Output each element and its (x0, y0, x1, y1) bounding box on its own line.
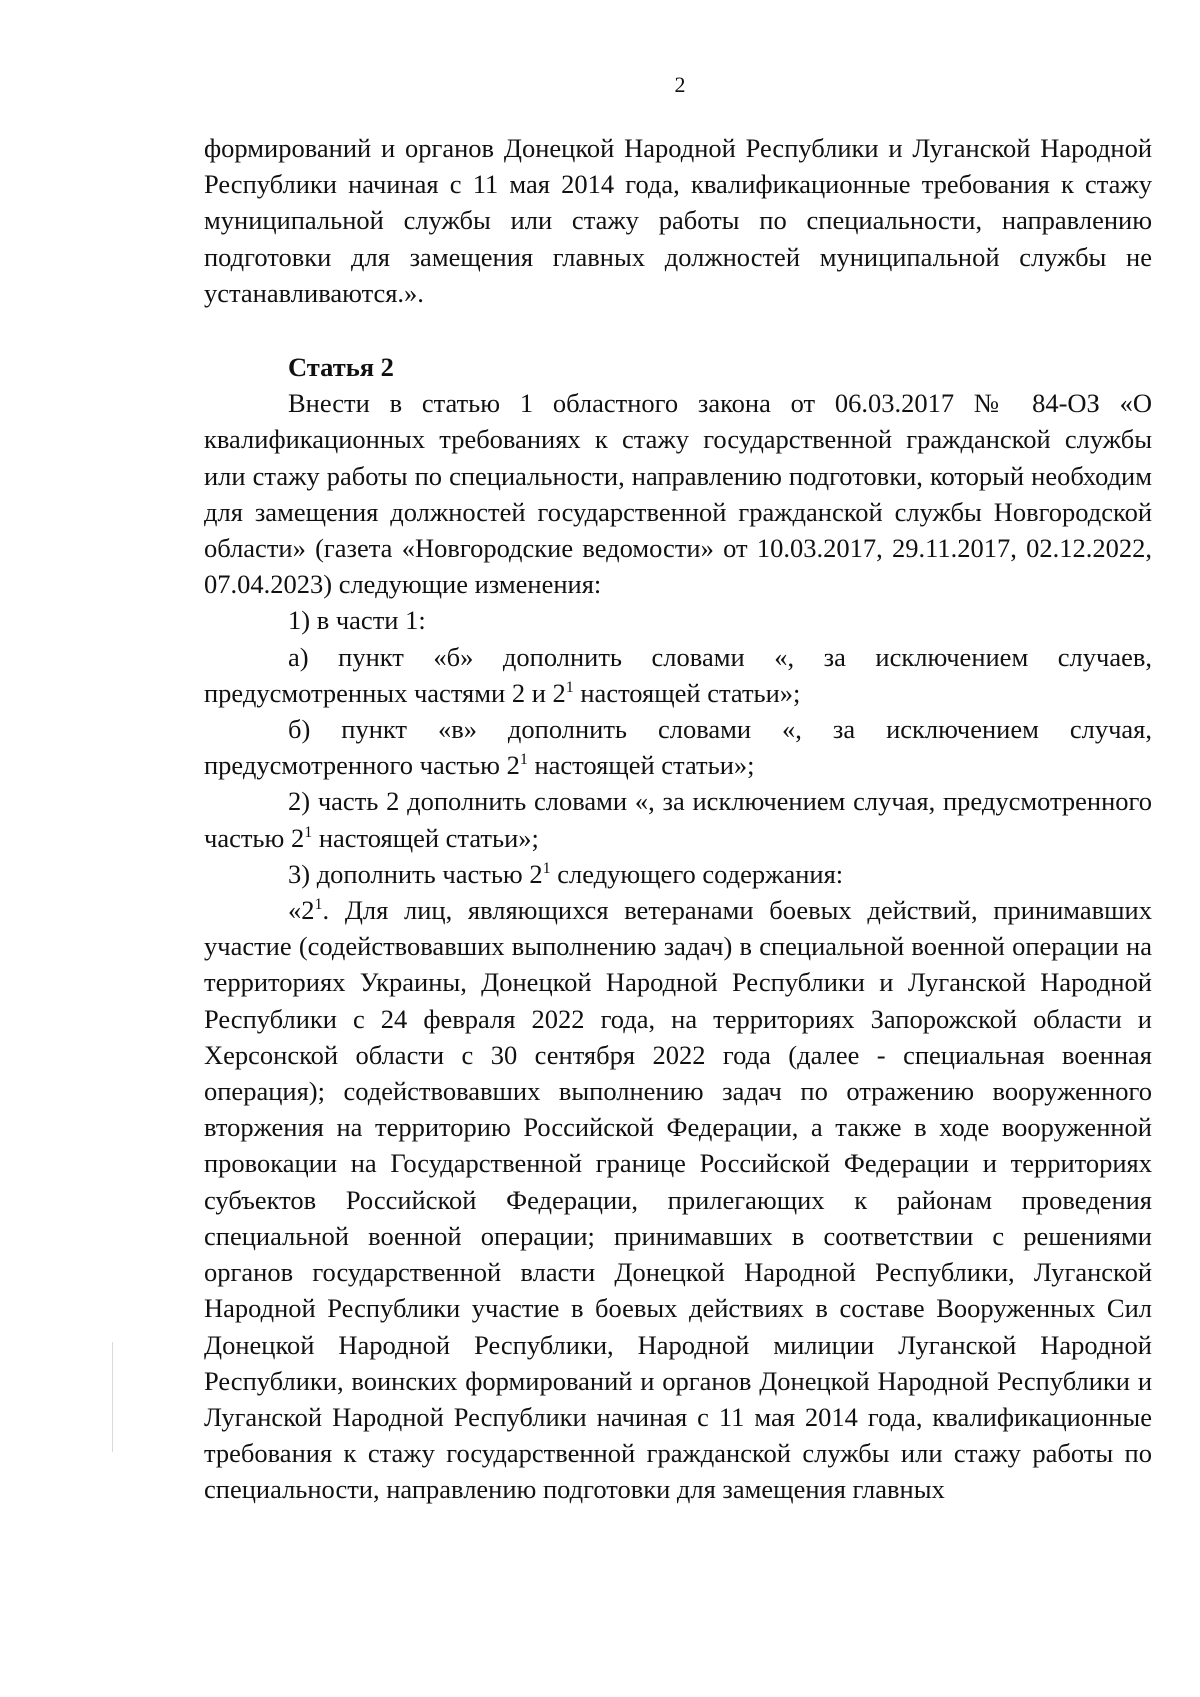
quoted-part-2-1 (204, 892, 1152, 1507)
quoted-part-superscript: 1 (314, 896, 323, 914)
item-1b-text-end: настоящей статьи»; (527, 750, 755, 781)
quoted-part-text: . Для лиц, являющихся ветеранами боевых действий, принимавших участие (содействовавших выполнению задач) в специальной военной операции на территориях Украины, Донецкой Народной Республики и Луганской Народной Республики с 24 февраля 2022 года, на территориях Запорожской области и Херсонской области с 30 сентября 2022 года (далее - специальная военная операция); содействовавших выполнению задач по отражению вооруженного вторжения на территорию Российской Федерации, а также в ходе вооруженной провокации на Государственной границе Российской Федерации и территориях субъектов Российской Федерации, прилегающих к районам проведения специальной военной операции; принимавших в соответствии с решениями органов государственной власти Донецкой Народной Республики, Луганской Народной Республики участие в боевых действиях в составе Вооруженных Сил Донецкой Народной Республики, Народной милиции Луганской Народной Республики, воинских формирований и органов Донецкой Народной Республики и Луганской Народной Республики начиная с 11 мая 2014 года, квалификационные требования к стажу государственной гражданской службы или стажу работы по специальности, направлению подготовки для замещения главных (204, 895, 1152, 1505)
intro-paragraph: формирований и органов Донецкой Народной Республики и Луганской Народной Республики начиная с 11 мая 2014 года, квалификационные требования к стажу муниципальной службы или стажу работы по специальности, направлению подготовки для замещения главных должностей муниципальной службы не устанавливаются.». (204, 133, 1152, 308)
page-number: 2 (674, 72, 686, 97)
quoted-part-open: «2 (288, 895, 315, 926)
item-1: 1) в части 1: (288, 605, 426, 636)
item-2-text-end: настоящей статьи»; (312, 822, 539, 853)
item-1a-superscript: 1 (565, 679, 574, 697)
item-1a (204, 639, 1152, 711)
item-1a-text-end: настоящей статьи»; (573, 677, 801, 708)
item-2-text: 2) часть 2 дополнить словами «, за исключением случая, предусмотренного частью 2 (204, 786, 1152, 853)
item-3-text-end: следующего содержания: (550, 858, 844, 889)
article-title: Статья 2 (288, 352, 394, 383)
item-2 (204, 783, 1152, 855)
article-lead-paragraph: Внести в статью 1 областного закона от 06.03.2017 № 84-ОЗ «О квалификационных требованиях к стажу государственной гражданской службы или стажу работы по специальности, направлению подготовки, который необходим для замещения должностей государственной гражданской службы Новгородской области» (газета «Новгородские ведомости» от 10.03.2017, 29.11.2017, 02.12.2022, 07.04.2023) следующие изменения: (204, 388, 1152, 600)
item-3 (204, 856, 1152, 892)
item-1a-text: а) пункт «б» дополнить словами «, за исключением случаев, предусмотренных частями 2 и 2 (204, 641, 1152, 708)
scan-margin-mark (112, 1342, 113, 1452)
item-2-superscript: 1 (304, 823, 313, 841)
item-3-superscript: 1 (542, 860, 551, 878)
item-3-text: 3) дополнить частью 2 (288, 858, 543, 889)
document-body (204, 130, 1152, 1508)
item-1b (204, 711, 1152, 783)
item-1b-text: б) пункт «в» дополнить словами «, за исключением случая, предусмотренного частью 2 (204, 714, 1152, 781)
item-1b-superscript: 1 (519, 751, 528, 769)
